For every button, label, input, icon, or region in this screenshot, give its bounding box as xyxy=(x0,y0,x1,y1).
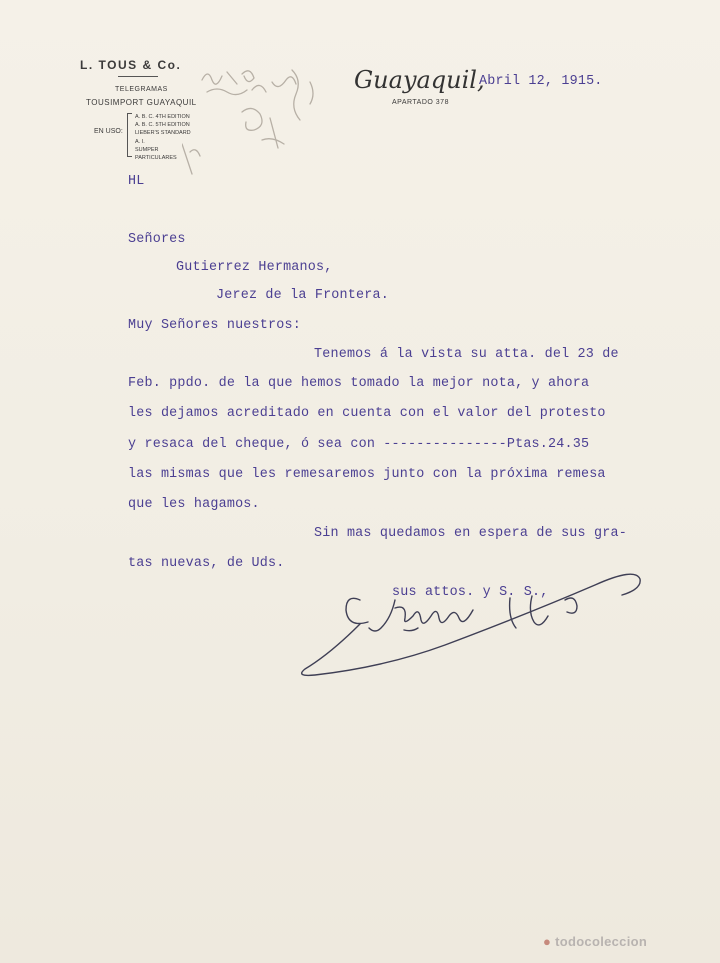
apartado: APARTADO 378 xyxy=(392,99,449,106)
reference-initials: HL xyxy=(128,174,145,189)
body-line: las mismas que les remesaremos junto con la próxima remesa xyxy=(128,467,606,482)
salutation-title: Señores xyxy=(128,232,186,247)
watermark-dot-icon: ● xyxy=(543,934,552,949)
body-line: Tenemos á la vista su atta. del 23 de xyxy=(314,347,619,362)
city-script: Guayaquil, xyxy=(354,66,485,94)
greeting: Muy Señores nuestros: xyxy=(128,318,301,333)
addressee-city: Jerez de la Frontera. xyxy=(216,288,389,303)
signature xyxy=(300,570,670,680)
code-item: PARTICULARES xyxy=(135,155,177,162)
addressee-name: Gutierrez Hermanos, xyxy=(176,260,333,275)
company-name: L. TOUS & Co. xyxy=(80,58,182,72)
body-line: tas nuevas, de Uds. xyxy=(128,556,285,571)
body-line: y resaca del cheque, ó sea con ---------------Ptas.24.35 xyxy=(128,437,590,452)
watermark xyxy=(543,934,647,949)
code-item: LIEBER'S STANDARD xyxy=(135,130,191,137)
code-item: A. B. C. 5TH EDITION xyxy=(135,122,190,129)
body-line: Feb. ppdo. de la que hemos tomado la mejor nota, y ahora xyxy=(128,376,590,391)
body-line: Sin mas quedamos en espera de sus gra- xyxy=(314,526,627,541)
closing: sus attos. y S. S., xyxy=(392,585,549,600)
code-item: A. I. xyxy=(135,138,145,145)
body-line: les dejamos acreditado en cuenta con el valor del protesto xyxy=(128,406,606,421)
telegraphic-address: TOUSIMPORT GUAYAQUIL xyxy=(86,98,197,107)
codes-label: EN USO: xyxy=(94,128,123,135)
letterhead-rule xyxy=(118,76,158,77)
codes-bracket xyxy=(127,113,132,157)
code-item: A. B. C. 4TH EDITION xyxy=(135,114,190,120)
telegramas-label: TELEGRAMAS xyxy=(115,86,168,93)
letter-date: Abril 12, 1915. xyxy=(479,74,603,89)
body-line: que les hagamos. xyxy=(128,497,260,512)
watermark-text: todocoleccion xyxy=(555,934,648,949)
code-item: SUMPER xyxy=(135,146,159,153)
pencil-annotation xyxy=(182,52,332,182)
